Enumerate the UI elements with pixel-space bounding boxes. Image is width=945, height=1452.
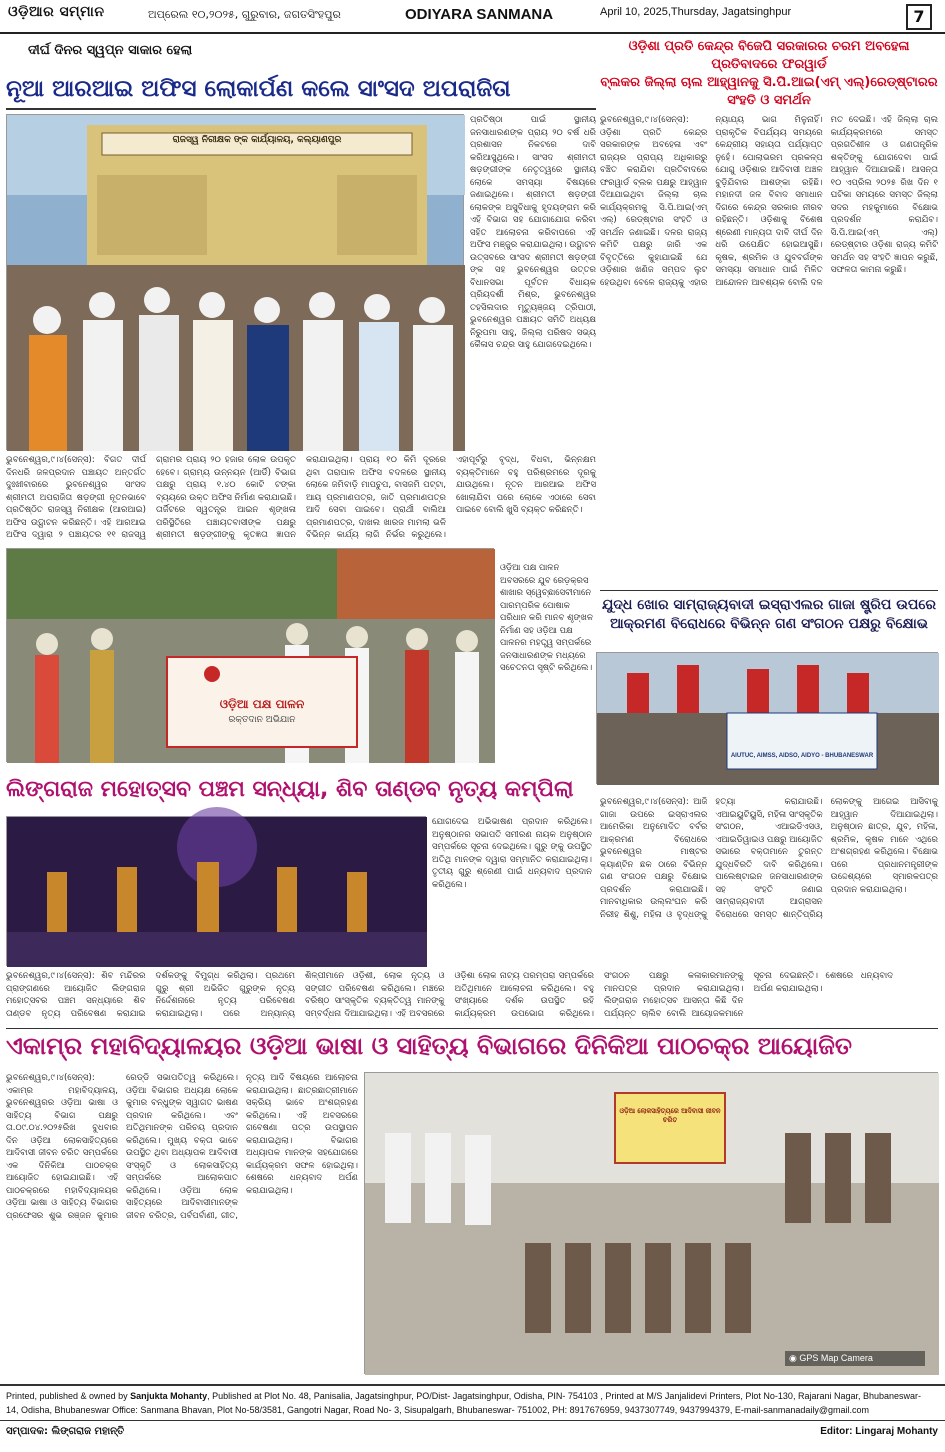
story3-headline bbox=[600, 38, 938, 108]
divider bbox=[0, 1384, 945, 1386]
protest-banner-text: AIUTUC, AIMSS, AIDSO, AIDYO - BHUBANESWAR bbox=[730, 753, 874, 759]
story2-caption: ଓଡ଼ିଆ ପକ୍ଷ ପାଳନ ଅବସରରେ ଯୁବ ରେଡ଼କ୍ରସ ଶାଖାର ସ୍ୱେଚ୍ଛାସେବୀମାନେ ପାରମ୍ପରିକ ପୋଷାକ ପରିଧାନ କରି ମାନବ ଶୃଙ୍ଖଳ ନିର୍ମାଣ ସହ ଓଡ଼ିଆ ପକ୍ଷ ପାଳନର ମହତ୍ତ୍ୱ ସମ୍ପର୍କରେ ଜନସାଧାରଣଙ୍କ ମଧ୍ୟରେ ସଚେତନତା ସୃଷ୍ଟି କରିଥିଲେ। bbox=[500, 563, 593, 673]
date-english: April 10, 2025,Thursday, Jagatsinghpur bbox=[600, 6, 792, 18]
footer-line2: 14, Odisha, Bhubaneswar Office: Sanmana Bhavan, Plot No-58/3581, Gangotri Nagar, Road No- 3, Sisupalgarh, Bhubaneswar- 751002, PH: 8917676959, 9437307749, 9437994379, E-mail-sanmanadaily@gmail.com bbox=[6, 1405, 870, 1415]
story6-headline: ଏକାମ୍ର ମହାବିଦ୍ୟାଳୟର ଓଡ଼ିଆ ଭାଷା ଓ ସାହିତ୍ୟ ବିଭାଗରେ ଦିନିକିଆ ପାଠଚକ୍ର ଆୟୋଜିତ bbox=[6, 1032, 853, 1060]
protest-photo bbox=[597, 653, 939, 785]
inauguration-photo bbox=[7, 115, 465, 451]
story3-body: ଭୁବନେଶ୍ୱର,୯।୪(ସେନ୍ସ): ଓଡ଼ିଶା ପ୍ରତି କେନ୍ଦ୍ର ସରକାରଙ୍କ ଅବହେଳା ଏବଂ ରାଜ୍ୟର ପ୍ରାପ୍ୟ ଅଧିକାରରୁ ବଞ୍ଚିତ କରାଯିବା ପ୍ରତିବାଦରେ ଫରୱାର୍ଡ ବ୍ଲକ ପକ୍ଷରୁ ଆହ୍ୱାନ ଦିଆଯାଇଥିବା ଜିଲ୍ଲା ଚାଲ କାର୍ଯ୍ୟକ୍ରମକୁ ସି.ପି.ଆଇ(ଏମ୍ ଏଲ୍) ରେଡ୍‌ଷ୍ଟାର ସଂହତି ଓ ସମର୍ଥନ ଜଣାଇଛି। ଦଳର ରାଜ୍ୟ କମିଟି ପକ୍ଷରୁ ଜାରି ଏକ ବିବୃତ୍ତିରେ କୁହାଯାଇଛି ଯେ ଓଡ଼ିଶାର ଖଣିଜ ସମ୍ପଦ ଲୁଟ ହେଉଥିବା ବେଳେ ରାଜ୍ୟକୁ ଏହାର ନ୍ୟାଯ୍ୟ ଭାଗ ମିଳୁନାହିଁ। ପ୍ରାକୃତିକ ବିପର୍ଯ୍ୟୟ ସମୟରେ କେନ୍ଦ୍ରୀୟ ସହାୟତା ପର୍ଯ୍ୟାପ୍ତ ନୁହେଁ। ପୋଲାଭରମ ପ୍ରକଳ୍ପ ଯୋଗୁ ଓଡ଼ିଶାର ଆଦିବାସୀ ଅଞ୍ଚଳ ବୁଡ଼ିଯିବାର ଆଶଙ୍କା ରହିଛି। ମହାନଦୀ ଜଳ ବିବାଦ ସମାଧାନ ଦିଗରେ କେନ୍ଦ୍ର ସରକାର ନୀରବ ରହିଛନ୍ତି। ଓଡ଼ିଶାକୁ ବିଶେଷ ଶ୍ରେଣୀ ମାନ୍ୟତା ଦାବି ଦୀର୍ଘ ଦିନ ଧରି ଉପେକ୍ଷିତ ହୋଇଆସୁଛି। କୃଷକ, ଶ୍ରମିକ ଓ ଯୁବବର୍ଗଙ୍କ ସମସ୍ୟା ସମାଧାନ ପାଇଁ ମିଳିତ ଆନ୍ଦୋଳନ ଆବଶ୍ୟକ ବୋଲି ଦଳ ମତ ଦେଇଛି। ଏହି ଜିଲ୍ଲା ଚାଲ କାର୍ଯ୍ୟକ୍ରମରେ ସମସ୍ତ ପ୍ରଗତିଶୀଳ ଓ ଗଣତାନ୍ତ୍ରିକ ଶକ୍ତିଙ୍କୁ ଯୋଗଦେବା ପାଇଁ ଆହ୍ୱାନ ଦିଆଯାଇଛି। ଆସନ୍ତା ୧୦ ଏପ୍ରିଲ ୨୦୨୫ ରିଖ ଦିନ ୧ ଘଟିକା ସମୟରେ ସମସ୍ତ ଜିଲ୍ଲା ସଦର ମହକୁମାରେ ବିକ୍ଷୋଭ ପ୍ରଦର୍ଶନ କରାଯିବ। ସି.ପି.ଆଇ(ଏମ୍ ଏଲ୍) ରେଡ୍‌ଷ୍ଟାର ଓଡ଼ିଶା ରାଜ୍ୟ କମିଟି ସମର୍ଥନ ସହ ସଂହତି ଜ୍ଞାପନ କରୁଛି, ସଫଳତା କାମନା କରୁଛି। bbox=[600, 115, 938, 288]
gps-camera-text: GPS Map Camera bbox=[799, 1353, 873, 1363]
story1-headline: ନୂଆ ଆରଆଇ ଅଫିସ ଲୋକାର୍ପଣ କଲେ ସାଂସଦ ଅପରାଜିତା bbox=[6, 76, 511, 102]
gps-camera-label bbox=[785, 1351, 925, 1366]
story5-side-column: ଯୋଗଦେଇ ଅଭିଭାଷଣ ପ୍ରଦାନ କରିଥିଲେ। ଅନୁଷ୍ଠାନର ସଭାପତି ସମୀରଣ ନାୟକ ଅନୁଷ୍ଠାନ ସମ୍ପର୍କରେ ସୂଚନା ଦେଇଥିଲେ। ଗୁରୁ ଙ୍କୁ ଉପସ୍ଥିତ ଅତିଥି ମାନଙ୍କ ଦ୍ୱାରା ସମ୍ମାନିତ କରାଯାଇଥିଲା। ତୃତୀୟ ଗୁରୁ ଶ୍ରେଣୀ ପାଇଁ ଧନ୍ୟବାଦ ପ୍ରଦାନ କରିଥିଲେ। bbox=[432, 817, 592, 890]
editor-english: Editor: Lingaraj Mohanty bbox=[820, 1426, 938, 1437]
masthead bbox=[0, 0, 945, 34]
story4-photo bbox=[596, 652, 938, 784]
office-sign-text: ରାଜସ୍ୱ ନିରୀକ୍ଷକ ଙ୍କ କାର୍ଯ୍ୟାଳୟ, କଲ୍ୟାଣପୁର bbox=[172, 135, 342, 145]
story2-photo bbox=[6, 548, 494, 762]
story5-body: ଭୁବନେଶ୍ୱର,୯।୪(ସେନ୍ସ): ଶିବ ମନ୍ଦିରର ପ୍ରାଙ୍ଗଣରେ ଆୟୋଜିତ ଲିଙ୍ଗରାଜ ମହୋତ୍ସବର ପଞ୍ଚମ ସନ୍ଧ୍ୟାରେ ଶିବ ତାଣ୍ଡବ ନୃତ୍ୟ ପରିବେଷଣ କରାଯାଇ ଦର୍ଶକଙ୍କୁ ବିମୁଗ୍ଧ କରିଥିଲା। ପ୍ରଥମେ ଗୁରୁ ଶ୍ରୀ ଅଭିଜିତ ଗୁରୁଙ୍କ ନୃତ୍ୟ ନିର୍ଦ୍ଦେଶନାରେ ନୃତ୍ୟ ପରିବେଷଣ କରାଯାଇଥିଲା। ପରେ ଅନ୍ୟାନ୍ୟ ଶିଳ୍ପୀମାନେ ଓଡ଼ିଶୀ, ଲୋକ ନୃତ୍ୟ ଓ ସଙ୍ଗୀତ ପରିବେଷଣ କରିଥିଲେ। ମଞ୍ଚରେ ବରିଷ୍ଠ ସାଂସ୍କୃତିକ ବ୍ୟକ୍ତିତ୍ୱ ମାନଙ୍କୁ ସମ୍ବର୍ଦ୍ଧନା ଦିଆଯାଇଥିଲା। ଏହି ଅବସରରେ ଓଡ଼ିଶା ଲୋକ ନାଟ୍ୟ ପରମ୍ପରା ସମ୍ପର୍କରେ ଅତିଥିମାନେ ଆଲୋଚନା କରିଥିଲେ। ବହୁ ସଂଖ୍ୟାରେ ଦର୍ଶକ ଉପସ୍ଥିତ ରହି କାର୍ଯ୍ୟକ୍ରମ ଉପଭୋଗ କରିଥିଲେ। ସଂଗଠନ ପକ୍ଷରୁ କଳାକାରମାନଙ୍କୁ ମାନପତ୍ର ପ୍ରଦାନ କରାଯାଇଥିଲା। ଲିଙ୍ଗରାଜ ମହୋତ୍ସବ ଆସନ୍ତା କିଛି ଦିନ ପର୍ଯ୍ୟନ୍ତ ଚାଲିବ ବୋଲି ଆୟୋଜକମାନେ ସୂଚନା ଦେଇଛନ୍ତି। ଶେଷରେ ଧନ୍ୟବାଦ ଅର୍ପଣ କରାଯାଇଥିଲା। bbox=[6, 971, 893, 1019]
story4-headline-line2: ଆକ୍ରମଣ ବିରୋଧରେ ବିଭିନ୍ନ ଗଣ ସଂଗଠନ ପକ୍ଷରୁ ବିକ୍ଷୋଭ bbox=[610, 616, 928, 632]
story3-headline-line2: ବ୍ଲକର ଜିଲ୍ଲା ଚାଲ ଆହ୍ୱାନକୁ ସି.ପି.ଆଇ(ଏମ୍ ଏଲ୍)ରେଡ୍‌ଷ୍ଟାରର ସଂହତି ଓ ସମର୍ଥନ bbox=[600, 75, 938, 108]
newspaper-name: ODIYARA SANMANA bbox=[405, 6, 554, 23]
divider bbox=[6, 1028, 938, 1029]
page-number: 7 bbox=[906, 4, 932, 30]
story4-body: ଭୁବନେଶ୍ୱର,୯।୪(ସେନ୍ସ): ଆଜି ଗାଜା ଉପରେ ଇସ୍ରାଏଲର ଆମେରିକା ଅନୁମୋଦିତ ବର୍ବର ଆକ୍ରମଣ ବିରୋଧରେ ଭୁବନେଶ୍ୱର ମାଷ୍ଟର କ୍ୟାଣ୍ଟିନ ଛକ ଠାରେ ବିଭିନ୍ନ ଗଣ ସଂଗଠନ ପକ୍ଷରୁ ବିକ୍ଷୋଭ ପ୍ରଦର୍ଶନ କରାଯାଇଛି। ମାନବାଧିକାର ଉଲ୍ଲଂଘନ କରି ନିରୀହ ଶିଶୁ, ମହିଳା ଓ ବୃଦ୍ଧଙ୍କୁ ହତ୍ୟା କରାଯାଉଛି। ଏଆଇୟୁଟିୟୁସି, ମହିଳା ସାଂସ୍କୃତିକ ସଂଗଠନ, ଏଆଇଡିଏସଓ, ଏଆଇଡିୱାଇଓ ପକ୍ଷରୁ ଆୟୋଜିତ ସଭାରେ ବକ୍ତାମାନେ ତୁରନ୍ତ ଯୁଦ୍ଧବିରତି ଦାବି କରିଥିଲେ। ପାଲେଷ୍ଟାଇନ ଜନସାଧାରଣଙ୍କ ସହ ସଂହତି ଜଣାଇ ସାମ୍ରାଜ୍ୟବାଦୀ ଆଗ୍ରାସନ ବିରୋଧରେ ସମସ୍ତ ଶାନ୍ତିପ୍ରିୟ ଲୋକଙ୍କୁ ଆଗେଇ ଆସିବାକୁ ଆହ୍ୱାନ ଦିଆଯାଇଥିଲା। ଅନୁଷ୍ଠାନ ଛାତ୍ର, ଯୁବ, ମହିଳା, ଶ୍ରମିକ, କୃଷକ ମାନେ ଏଥିରେ ଅଂଶଗ୍ରହଣ କରିଥିଲେ। ବିକ୍ଷୋଭ ପରେ ପ୍ରଧାନମନ୍ତ୍ରୀଙ୍କ ଉଦ୍ଦେଶ୍ୟରେ ସ୍ମାରକପତ୍ର ପ୍ରଦାନ କରାଯାଇଥିଲା। bbox=[600, 797, 938, 920]
story1-kicker: ଦୀର୍ଘ ଦିନର ସ୍ୱପ୍ନ ସାକାର ହେଲା bbox=[28, 43, 193, 58]
editor-odia: ସମ୍ପାଦକ: ଲିଙ୍ଗରାଜ ମହାନ୍ତି bbox=[6, 1426, 125, 1437]
divider bbox=[0, 1420, 945, 1421]
story6-body: ଭୁବନେଶ୍ୱର,୯।୪(ସେନ୍ସ): ଏକାମ୍ର ମହାବିଦ୍ୟାଳୟ, ଭୁବନେଶ୍ୱରର ଓଡ଼ିଆ ଭାଷା ଓ ସାହିତ୍ୟ ବିଭାଗ ପକ୍ଷରୁ ତା.୦୯.୦୪.୨୦୨୫ରିଖ ବୁଧବାର ଦିନ ଓଡ଼ିଆ ଲୋକସାହିତ୍ୟରେ ଆଦିବାସୀ ଜୀବନ ଚରିତ ସମ୍ପର୍କରେ ଏକ ଦିନିକିଆ ପାଠଚକ୍ର ଆୟୋଜିତ ହୋଇଯାଇଛି। ଏହି ପାଠଚକ୍ରରେ ମହାବିଦ୍ୟାଳୟର ଓଡ଼ିଆ ଭାଷା ଓ ସାହିତ୍ୟ ବିଭାଗର ପ୍ରଫେସର ଶୁଭ ରଞ୍ଜନ କୁମାର ରେଡ୍ଡି ସଭାପତିତ୍ୱ କରିଥିଲେ। ଓଡ଼ିଆ ବିଭାଗର ଅଧ୍ୟକ୍ଷ ଲୋକେ କୁମାର ବନ୍ଧୁଙ୍କ ସ୍ୱାଗତ ଭାଷଣ ପ୍ରଦାନ କରିଥିଲେ। ଏବଂ ଅତିଥିମାନଙ୍କ ପରିଚୟ ପ୍ରଦାନ କରିଥିଲେ। ମୁଖ୍ୟ ବକ୍ତା ଭାବେ ଉପସ୍ଥିତ ଥିବା ଅଧ୍ୟାପକ ଆଦିବାସୀ ସଂସ୍କୃତି ଓ ଲୋକସାହିତ୍ୟ ସମ୍ପର୍କରେ ଆଲୋକପାତ କରିଥିଲେ। ଓଡ଼ିଆ ଲୋକ ସାହିତ୍ୟରେ ଆଦିବାସୀମାନଙ୍କ ଜୀବନ ଚରିତ୍ର, ପର୍ବପର୍ବାଣୀ, ଗୀତ, ନୃତ୍ୟ ଆଦି ବିଷୟରେ ଆଲୋଚନା କରାଯାଇଥିଲା। ଛାତ୍ରଛାତ୍ରୀମାନେ ସକ୍ରିୟ ଭାବେ ଅଂଶଗ୍ରହଣ କରିଥିଲେ। ଏହି ଅବସରରେ ଗବେଷଣା ପତ୍ର ଉପସ୍ଥାପନ କରାଯାଇଥିଲା। ବିଭାଗର ଅଧ୍ୟାପକ ମାନଙ୍କ ସହଯୋଗରେ କାର୍ଯ୍ୟକ୍ରମ ସଫଳ ହୋଇଥିଲା। ଶେଷରେ ଧନ୍ୟବାଦ ଅର୍ପଣ କରାଯାଇଥିଲା। bbox=[6, 1073, 358, 1221]
banner-subtitle: ରକ୍ତଦାନ ଅଭିଯାନ bbox=[228, 715, 296, 725]
redcross-photo bbox=[7, 549, 495, 763]
date-odia: ଅପ୍ରେଲ ୧୦,୨୦୨୫, ଗୁରୁବାର, ଜଗତସିଂହପୁର bbox=[148, 8, 341, 21]
story5-photo bbox=[6, 816, 426, 966]
story1-body: ଭୁବନେଶ୍ୱର,୯।୪(ସେନ୍ସ): ବିଗତ ଦୀର୍ଘ ଦିନଧରି ଜଳପ୍ରଦାନ ପଞ୍ଚାୟତ ଅନ୍ତର୍ଗତ ଦୁଃଖୀବାରରେ ଭୁବନେଶ୍ୱର ସାଂସଦ ଶ୍ରୀମତୀ ଅପରାଜିତା ଷଡ଼ଙ୍ଗୀ ନୂତନଭାବେ ପ୍ରତିଷ୍ଠିତ ରାଜସ୍ୱ ନିରୀକ୍ଷକ (ଆରଆଇ) ଅଫିସ ଉଦ୍ଘାଟନ କରିଛନ୍ତି। ଏହି ଆରଆଇ ଅଫିସ ଦ୍ୱାରା ୨ ପଞ୍ଚାୟତର ୧୧ ରାଜସ୍ୱ ଗ୍ରାମର ପ୍ରାୟ ୨୦ ହଜାର ଲୋକ ଉପକୃତ ହେବେ। ଗ୍ରାମ୍ୟ ଉନ୍ନୟନ (ଆର୍ଡି) ବିଭାଗ ପକ୍ଷରୁ ପ୍ରାୟ ୧.୪୦ କୋଟି ଟଙ୍କା ବ୍ୟୟରେ ଉକ୍ତ ଅଫିସ ନିର୍ମାଣ କରାଯାଇଛି। ତାର୍ଜିଟରେ ସ୍ୱତନ୍ତ୍ର ଆଇନ ଶୃଙ୍ଖଳା ପରିସ୍ଥିତିରେ ପଞ୍ଚାୟତବାସୀଙ୍କ ପକ୍ଷରୁ ଶ୍ରୀମତୀ ଷଡ଼ଙ୍ଗୀଙ୍କୁ କୃତଜ୍ଞତା ଜ୍ଞାପନ କରାଯାଇଥିଲା। ପ୍ରାୟ ୧୦ କିମି ଦୂରରେ ଥିବା ତାରାପାଳ ଅଫିସ ବଦଳରେ ସ୍ଥାନୀୟ ଲୋକେ ଜମିବାଡ଼ି ମାପଚୁପ, ବାସଜମି ପଟ୍ଟା, ଆୟ ପ୍ରମାଣପତ୍ର, ଜାତି ପ୍ରମାଣପତ୍ର ଆଦି ସେବା ପାଇବେ। ପ୍ରାର୍ଥୀ ବାଲିଆ ପ୍ରମାଣପତ୍ର, ଦାଖଲ ଖାରଜ ମାମଲା ଭଳି ବିଭିନ୍ନ କାର୍ଯ୍ୟ ଲାଗି ନିର୍ଭର କରୁଥିଲେ। ଏହାପୂର୍ବରୁ ବୃଦ୍ଧ, ବିଧବା, ଭିନ୍ନକ୍ଷମ ବ୍ୟକ୍ତିମାନେ ବହୁ ପରିଶ୍ରମରେ ଦୂରକୁ ଯାଉଥିଲେ। ନୂତନ ଆରଆଇ ଅଫିସ ଖୋଲାଯିବା ପରେ ଲୋକେ ଏଠାରେ ସେବା ପାଇବେ ବୋଲି ଖୁସି ବ୍ୟକ୍ତ କରିଛନ୍ତି। bbox=[6, 455, 596, 540]
story4-headline-line1: ଯୁଦ୍ଧ ଖୋର ସାମ୍ରାଜ୍ୟବାଦୀ ଇସ୍ରାଏଲର ଗାଜା ଷ୍ଟ୍ରିପ ଉପରେ bbox=[601, 597, 937, 613]
story1-side-column: ପ୍ରତିଷ୍ଠା ପାଇଁ ସ୍ଥାନୀୟ ଜନସାଧାରଣଙ୍କ ପ୍ରାୟ ୨୦ ବର୍ଷ ଧରି ପ୍ରଶାସନ ନିକଟରେ ଦାବି କରିଆସୁଥିଲେ। ସାଂସଦ ଶ୍ରୀମତୀ ଷଡ଼ଙ୍ଗୀଙ୍କ ନେତୃତ୍ୱରେ ସ୍ଥାନୀୟ ଲୋକେ ସମସ୍ୟା ବିଷୟରେ ଜଣାଇଥିଲେ। ଶ୍ରୀମତୀ ଷଡ଼ଙ୍ଗୀ ଲୋକଙ୍କ ଅସୁବିଧାକୁ ହୃଦୟଙ୍ଗମ କରି ଏହି ବିଭାଗ ସହ ଯୋଗାଯୋଗ କରିବା ସହିତ ଆଲୋଚନା କରିବାପରେ ଏହି ଅଫିସ ମଞ୍ଜୁର କରାଯାଇଥିଲା। ଉଦ୍ଘାଟନ ଉତ୍ସବରେ ସାଂସଦ ଶ୍ରୀମତୀ ଷଡ଼ଙ୍ଗୀ ଙ୍କ ସହ ଭୁବନେଶ୍ୱର ଉତ୍ତର ବିଧାନସଭା ପୂର୍ବତନ ବିଧାୟକ ପ୍ରିୟଦର୍ଶୀ ମିଶ୍ର, ଭୁବନେଶ୍ୱର ତହସିଲଦାର ମୃତ୍ୟୁଞ୍ଜୟ ତ୍ରିପାଠୀ, ଭୁବନେଶ୍ୱର ପଞ୍ଚାୟତ ସମିତି ଅଧ୍ୟକ୍ଷ ନିରୁପମା ସାହୁ, ଜିଲ୍ଲା ପରିଷଦ ସଭ୍ୟ କୈଳାସ ଚନ୍ଦ୍ର ସାହୁ ଯୋଗଦେଇଥିଲେ। bbox=[470, 115, 596, 350]
story3-headline-line1: ଓଡ଼ିଶା ପ୍ରତି କେନ୍ଦ୍ର ବିଜେପି ସରକାରର ଚରମ ଅବହେଳା ପ୍ରତିବାଦରେ ଫରୱାର୍ଡ bbox=[628, 39, 910, 72]
newspaper-logo: ଓଡ଼ିଆର ସମ୍ମାନ bbox=[8, 4, 105, 20]
seminar-banner-text: ଓଡ଼ିଆ ଲୋକସାହିତ୍ୟରେ ଆଦିବାସୀ ଜୀବନ ଚରିତ bbox=[619, 1107, 721, 1124]
story5-headline: ଲିଙ୍ଗରାଜ ମହୋତ୍ସବ ପଞ୍ଚମ ସନ୍ଧ୍ୟା, ଶିବ ତାଣ୍ଡବ ନୃତ୍ୟ କମ୍ପିଲା bbox=[6, 777, 574, 802]
footer-line1-rest: , Published at Plot No. 48, Panisalia, Jagatsinghpur, PO/Dist- Jagatsinghpur, Odisha, PIN- 754103 , Printed at M/S Janjalidevi Printers, Plot No-130, Rajarani Nagar, Bhubaneswar- bbox=[207, 1391, 922, 1401]
story4-headline bbox=[600, 596, 938, 638]
footer-prefix: Printed, published & owned by bbox=[6, 1391, 128, 1401]
dance-photo bbox=[7, 817, 427, 967]
banner-title: ଓଡ଼ିଆ ପକ୍ଷ ପାଳନ bbox=[219, 697, 305, 711]
story1-photo bbox=[6, 114, 464, 450]
story6-photo bbox=[364, 1072, 938, 1374]
gps-camera-icon: ◉ bbox=[789, 1353, 797, 1363]
footer-line1 bbox=[6, 1390, 940, 1402]
divider bbox=[6, 108, 596, 110]
divider bbox=[600, 590, 938, 591]
footer-owner: Sanjukta Mohanty bbox=[130, 1391, 208, 1401]
